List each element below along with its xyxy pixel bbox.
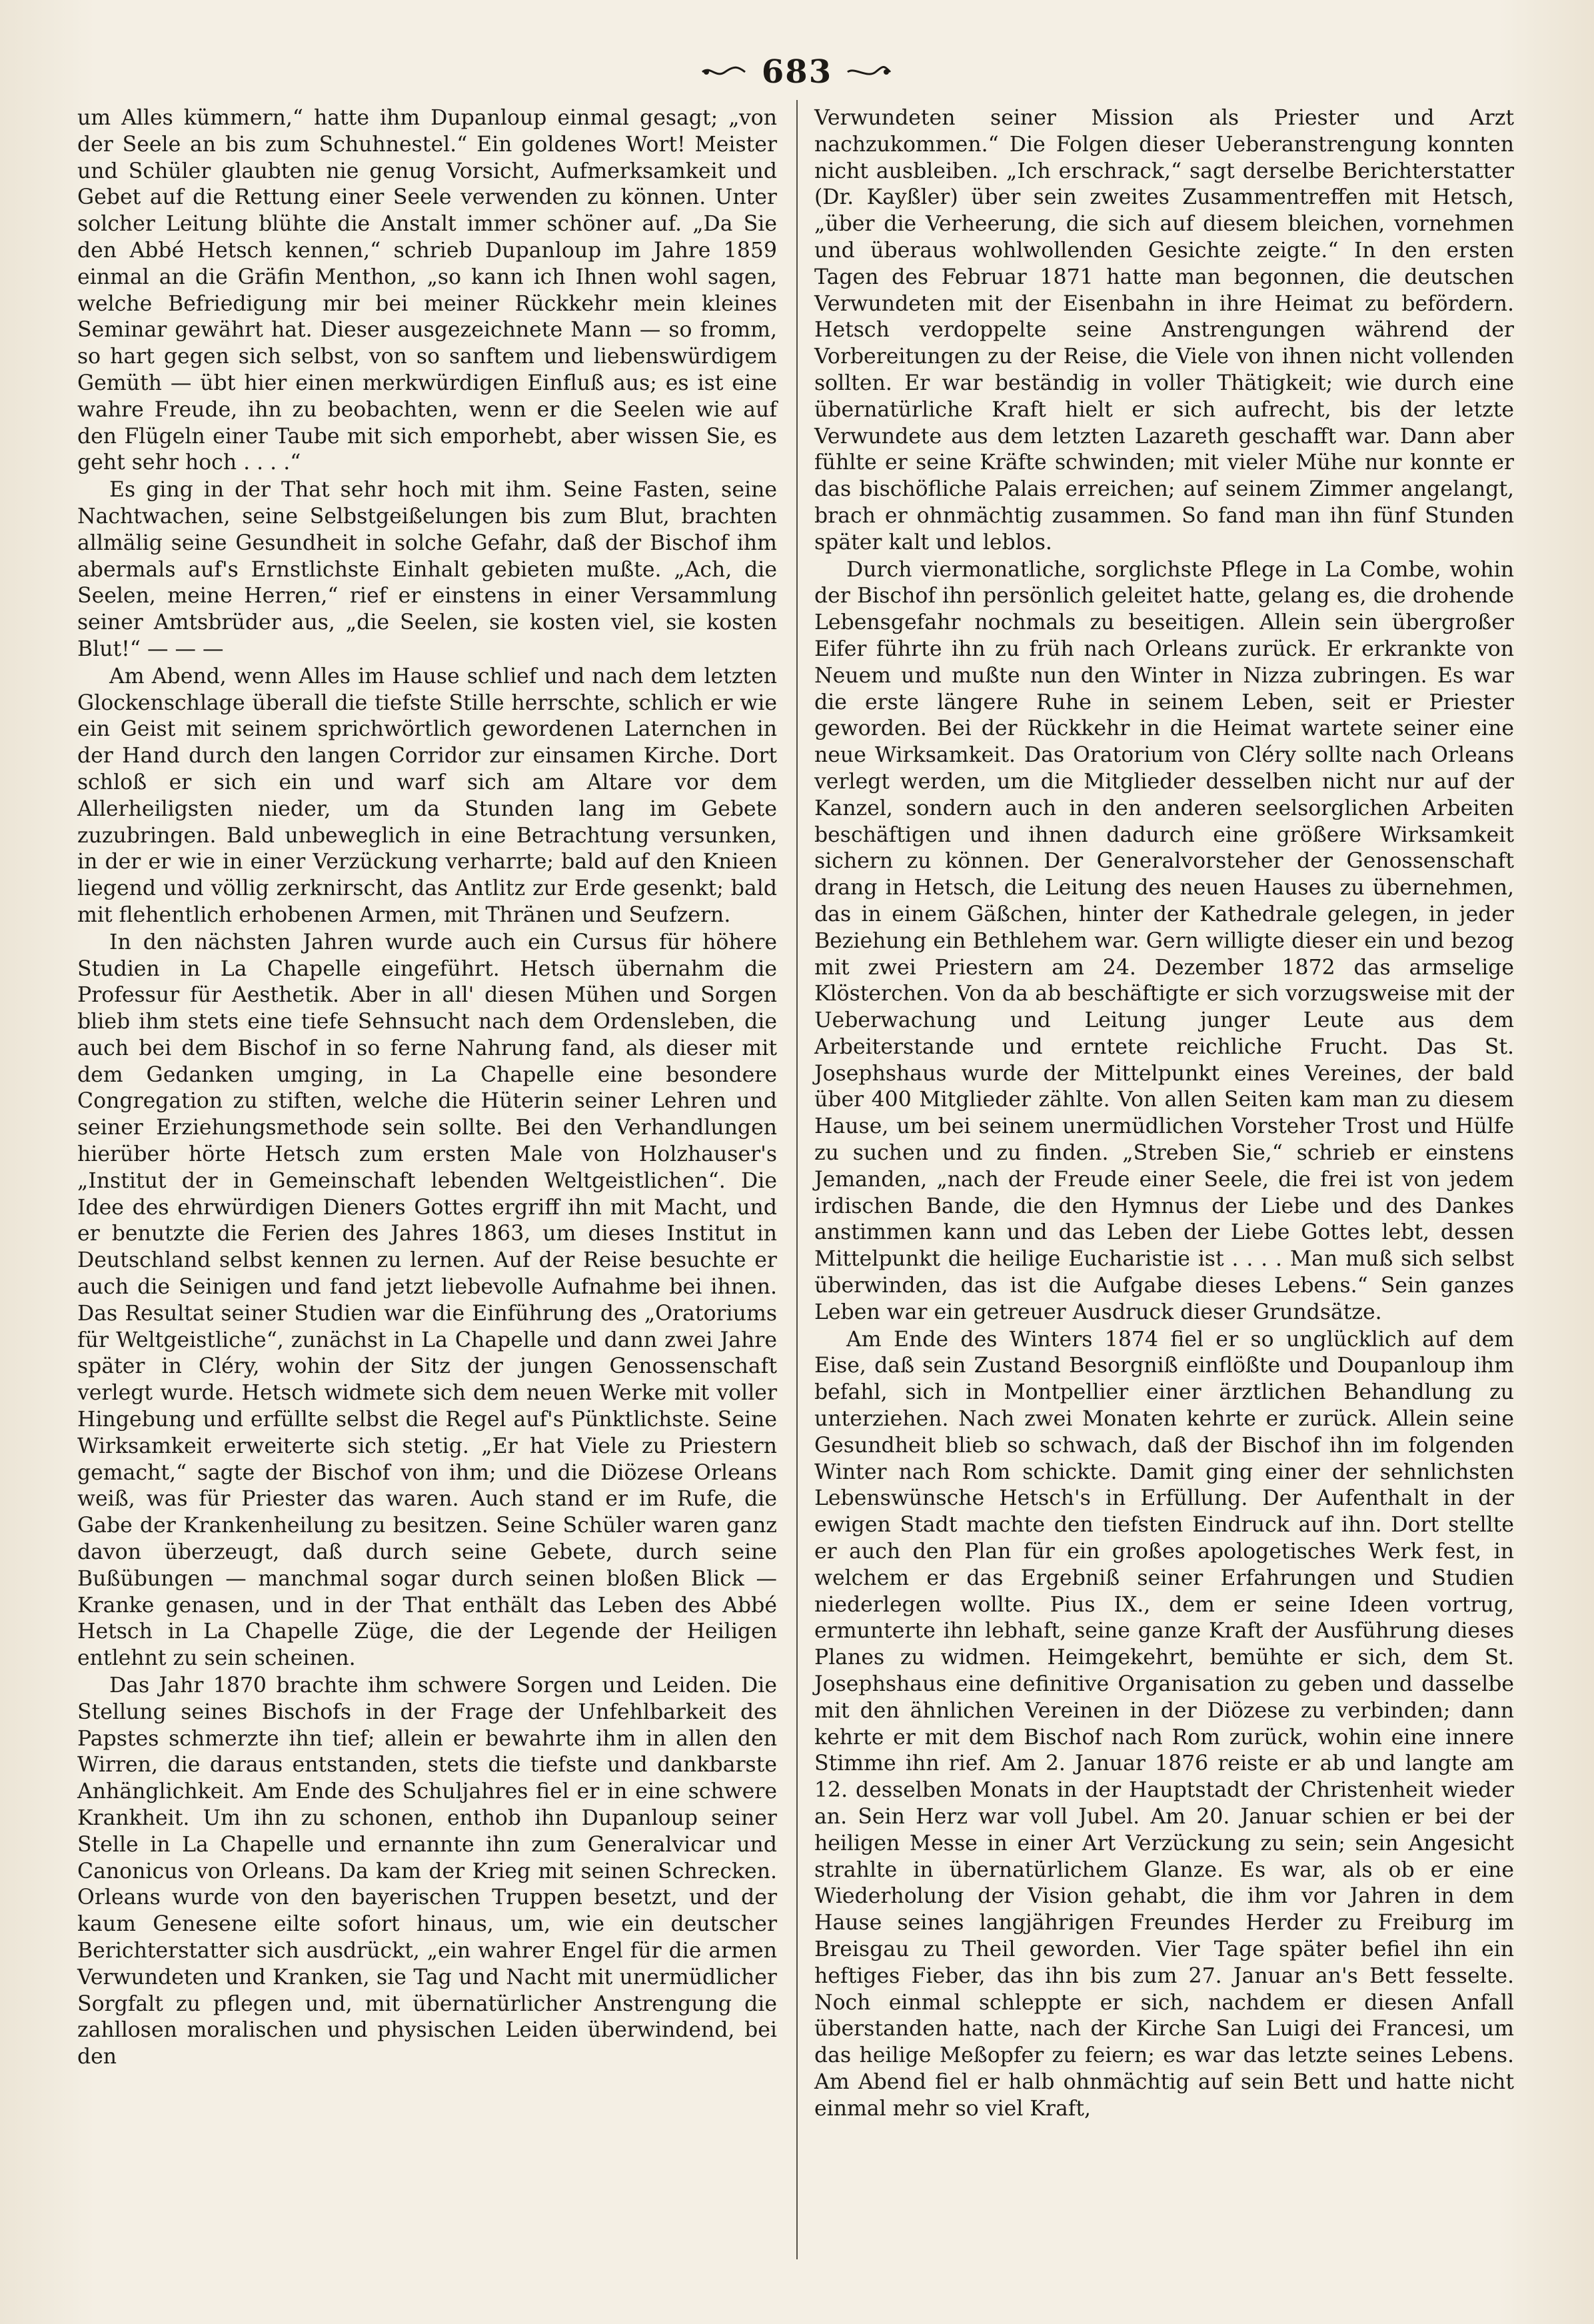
left-column [77,105,777,2071]
paragraph: Das Jahr 1870 brachte ihm schwere Sorgen und Leiden. Die Stellung seines Bischofs in der Frage der Unfehlbarkeit des Papstes schmerzte ihn tief; allein er bewahrte ihm in allen den Wirren, die daraus entstanden, stets die tiefste und dankbarste Anhänglichkeit. Am Ende des Schuljahres fiel er in eine schwere Krankheit. Um ihn zu schonen, enthob ihn Dupanloup seiner Stelle in La Chapelle und ernannte ihn zum Generalvicar und Canonicus von Orleans. Da kam der Krieg mit seinen Schrecken. Orleans wurde von den bayerischen Truppen besetzt, und der kaum Genesene eilte sofort hinaus, um, wie ein deutscher Berichterstatter sich ausdrückt, „ein wahrer Engel für die armen Verwundeten und Kranken, sie Tag und Nacht mit unermüdlicher Sorgfalt zu pflegen und, mit übernatürlicher Anstrengung die zahllosen moralischen und physischen Leiden überwindend, bei den [77,1674,777,2069]
column-divider [796,100,798,2259]
paragraph: Verwundeten seiner Mission als Priester und Arzt nachzukommen.“ Die Folgen dieser Ueberanstrengung konnten nicht ausbleiben. „Ich erschrack,“ sagt derselbe Berichterstatter (Dr. Kayßler) über sein zweites Zusammentreffen mit Hetsch, „über die Verheerung, die sich auf diesem bleichen, vornehmen und überaus wohlwollenden Gesichte zeigte.“ In den ersten Tagen des Februar 1871 hatte man begonnen, die deutschen Verwundeten mit der Eisenbahn in ihre Heimat zu befördern. Hetsch verdoppelte seine Anstrengungen während der Vorbereitungen zu der Reise, die Viele von ihnen nicht vollenden sollten. Er war beständig in voller Thätigkeit; wie durch eine übernatürliche Kraft hielt er sich aufrecht, bis der letzte Verwundete aus dem letzten Lazareth geschafft war. Dann aber fühlte er seine Kräfte schwinden; mit vieler Mühe nur konnte er das bischöfliche Palais erreichen; auf seinem Zimmer angelangt, brach er ohnmächtig zusammen. So fand man ihn fünf Stunden später kalt und leblos. [814,106,1514,555]
page-header [0,52,1594,92]
paragraph: um Alles kümmern,“ hatte ihm Dupanloup einmal gesagt; „von der Seele an bis zum Schuhnestel.“ Ein goldenes Wort! Meister und Schüler glaubten nie genug Vorsicht, Aufmerksamkeit und Gebet auf die Rettung einer Seele verwenden zu können. Unter solcher Leitung blühte die Anstalt immer schöner auf. „Da Sie den Abbé Hetsch kennen,“ schrieb Dupanloup im Jahre 1859 einmal an die Gräfin Menthon, „so kann ich Ihnen wohl sagen, welche Befriedigung mir bei meiner Rückkehr mein kleines Seminar gewährt hat. Dieser ausgezeichnete Mann — so fromm, so hart gegen sich selbst, von so sanftem und liebenswürdigem Gemüth — übt hier einen merkwürdigen Einfluß aus; es ist eine wahre Freude, ihn zu beobachten, wenn er die Seelen wie auf den Flügeln einer Taube mit sich emporhebt, aber wissen Sie, es geht sehr hoch . . . .“ [77,106,777,475]
paragraph: Es ging in der That sehr hoch mit ihm. Seine Fasten, seine Nachtwachen, seine Selbstgeißelungen bis zum Blut, brachten allmälig seine Gesundheit in solche Gefahr, daß der Bischof ihm abermals auf's Ernstlichste Einhalt gebieten mußte. „Ach, die Seelen, meine Herren,“ rief er einstens in einer Versammlung seiner Amtsbrüder aus, „die Seelen, sie kosten viel, sie kosten Blut!“ — — — [77,478,777,661]
paragraph: Am Ende des Winters 1874 fiel er so unglücklich auf dem Eise, daß sein Zustand Besorgniß einflößte und Doupanloup ihm befahl, sich in Montpellier einer ärztlichen Behandlung zu unterziehen. Nach zwei Monaten kehrte er zurück. Allein seine Gesundheit blieb so schwach, daß der Bischof ihn im folgenden Winter nach Rom schickte. Damit ging einer der sehnlichsten Lebenswünsche Hetsch's in Erfüllung. Der Aufenthalt in der ewigen Stadt machte den tiefsten Eindruck auf ihn. Dort stellte er auch den Plan für ein großes apologetisches Werk fest, in welchem er das Ergebniß seiner Erfahrungen und Studien niederlegen wollte. Pius IX., dem er seine Ideen vortrug, ermunterte ihn lebhaft, seine ganze Kraft der Ausführung dieses Planes zu widmen. Heimgekehrt, bemühte er sich, dem St. Josephshaus eine definitive Organisation zu geben und dasselbe mit den ähnlichen Vereinen in der Diözese zu verbinden; dann kehrte er mit dem Bischof nach Rom zurück, wohin eine innere Stimme ihn rief. Am 2. Januar 1876 reiste er ab und langte am 12. desselben Monats in der Hauptstadt der Christenheit wieder an. Sein Herz war voll Jubel. Am 20. Januar schien er bei der heiligen Messe in einer Art Verzückung zu sein; sein Angesicht strahlte in übernatürlichem Glanze. Es war, als ob er eine Wiederholung der Vision gehabt, die ihm vor Jahren in dem Hause seines langjährigen Freundes Herder zu Freiburg im Breisgau zu Theil geworden. Vier Tage später befiel ihn ein heftiges Fieber, das ihn bis zum 27. Januar an's Bett fesselte. Noch einmal schleppte er sich, nachdem er diesen Anfall überstanden hatte, nach der Kirche San Luigi dei Francesi, um das heilige Meßopfer zu feiern; es war das letzte seines Lebens. Am Abend fiel er halb ohnmächtig auf sein Bett und hatte nicht einmal mehr so viel Kraft, [814,1327,1514,2121]
paragraph: Am Abend, wenn Alles im Hause schlief und nach dem letzten Glockenschlage überall die tiefste Stille herrschte, schlich er wie ein Geist mit seinem sprichwörtlich gewordenen Laternchen in der Hand durch den langen Corridor zur einsamen Kirche. Dort schloß er sich ein und warf sich am Altare vor dem Allerheiligsten nieder, um da Stunden lang im Gebete zuzubringen. Bald unbeweglich in eine Betrachtung versunken, in der er wie in einer Verzückung verharrte; bald auf den Knieen liegend und völlig zerknirscht, das Antlitz zur Erde gesenkt; bald mit flehentlich erhobenen Armen, mit Thränen und Seufzern. [77,664,777,927]
page-number: 683 [761,53,833,91]
right-flourish-icon [845,64,892,80]
right-column [814,105,1514,2123]
left-flourish-icon [701,64,748,80]
paragraph: In den nächsten Jahren wurde auch ein Cursus für höhere Studien in La Chapelle eingeführt. Hetsch übernahm die Professur für Aesthetik. Aber in all' diesen Mühen und Sorgen blieb ihm stets eine tiefe Sehnsucht nach dem Ordensleben, die auch bei dem Bischof in so ferne Nahrung fand, als dieser mit dem Gedanken umging, in La Chapelle eine besondere Congregation zu stiften, welche die Hüterin seiner Lehren und seiner Erziehungsmethode sein sollte. Bei den Verhandlungen hierüber hörte Hetsch zum ersten Male von Holzhauser's „Institut der in Gemeinschaft lebenden Weltgeistlichen“. Die Idee des ehrwürdigen Dieners Gottes ergriff ihn mit Macht, und er benutzte die Ferien des Jahres 1863, um dieses Institut in Deutschland selbst kennen zu lernen. Auf der Reise besuchte er auch die Seinigen und fand jetzt liebevolle Aufnahme bei ihnen. Das Resultat seiner Studien war die Einführung des „Oratoriums für Weltgeistliche“, zunächst in La Chapelle und dann zwei Jahre später in Cléry, wohin der Sitz der jungen Genossenschaft verlegt wurde. Hetsch widmete sich dem neuen Werke mit voller Hingebung und erfüllte selbst die Regel auf's Pünktlichste. Seine Wirksamkeit erweiterte sich stetig. „Er hat Viele zu Priestern gemacht,“ sagte der Bischof von ihm; und die Diözese Orleans weiß, was für Priester das waren. Auch stand er im Rufe, die Gabe der Krankenheilung zu besitzen. Seine Schüler waren ganz davon überzeugt, daß durch seine Gebete, durch seine Bußübungen — manchmal sogar durch seinen bloßen Blick — Kranke genasen, und in der That enthält das Leben des Abbé Hetsch in La Chapelle Züge, die der Legende der Heiligen entlehnt zu sein scheinen. [77,930,777,1671]
paragraph: Durch viermonatliche, sorglichste Pflege in La Combe, wohin der Bischof ihn persönlich geleitet hatte, gelang es, die drohende Lebensgefahr nochmals zu beseitigen. Allein sein übergroßer Eifer führte ihn zu früh nach Orleans zurück. Er erkrankte von Neuem und mußte nun den Winter in Nizza zubringen. Es war die erste längere Ruhe in seinem Leben, seit er Priester geworden. Bei der Rückkehr in die Heimat wartete seiner eine neue Wirksamkeit. Das Oratorium von Cléry sollte nach Orleans verlegt werden, um die Mitglieder desselben nicht nur auf der Kanzel, sondern auch in den anderen seelsorglichen Arbeiten beschäftigen und ihnen dadurch eine größere Wirksamkeit sichern zu können. Der Generalvorsteher der Genossenschaft drang in Hetsch, die Leitung des neuen Hauses zu übernehmen, das in einem Gäßchen, hinter der Kathedrale gelegen, in jeder Beziehung ein Bethlehem war. Gern willigte dieser ein und bezog mit zwei Priestern am 24. Dezember 1872 das armselige Klösterchen. Von da ab beschäftigte er sich vorzugsweise mit der Ueberwachung und Leitung junger Leute aus dem Arbeiterstande und erntete reichliche Frucht. Das St. Josephshaus wurde der Mittelpunkt eines Vereines, der bald über 400 Mitglieder zählte. Von allen Seiten kam man zu diesem Hause, um bei seinem unermüdlichen Vorsteher Trost und Hülfe zu suchen und zu finden. „Streben Sie,“ schrieb er einstens Jemanden, „nach der Freude einer Seele, die frei ist von jedem irdischen Bande, die den Hymnus der Liebe und des Dankes anstimmen kann und das Leben der Liebe Gottes lebt, dessen Mittelpunkt die heilige Eucharistie ist . . . . Man muß sich selbst überwinden, das ist die Aufgabe dieses Lebens.“ Sein ganzes Leben war ein getreuer Ausdruck dieser Grundsätze. [814,557,1514,1324]
